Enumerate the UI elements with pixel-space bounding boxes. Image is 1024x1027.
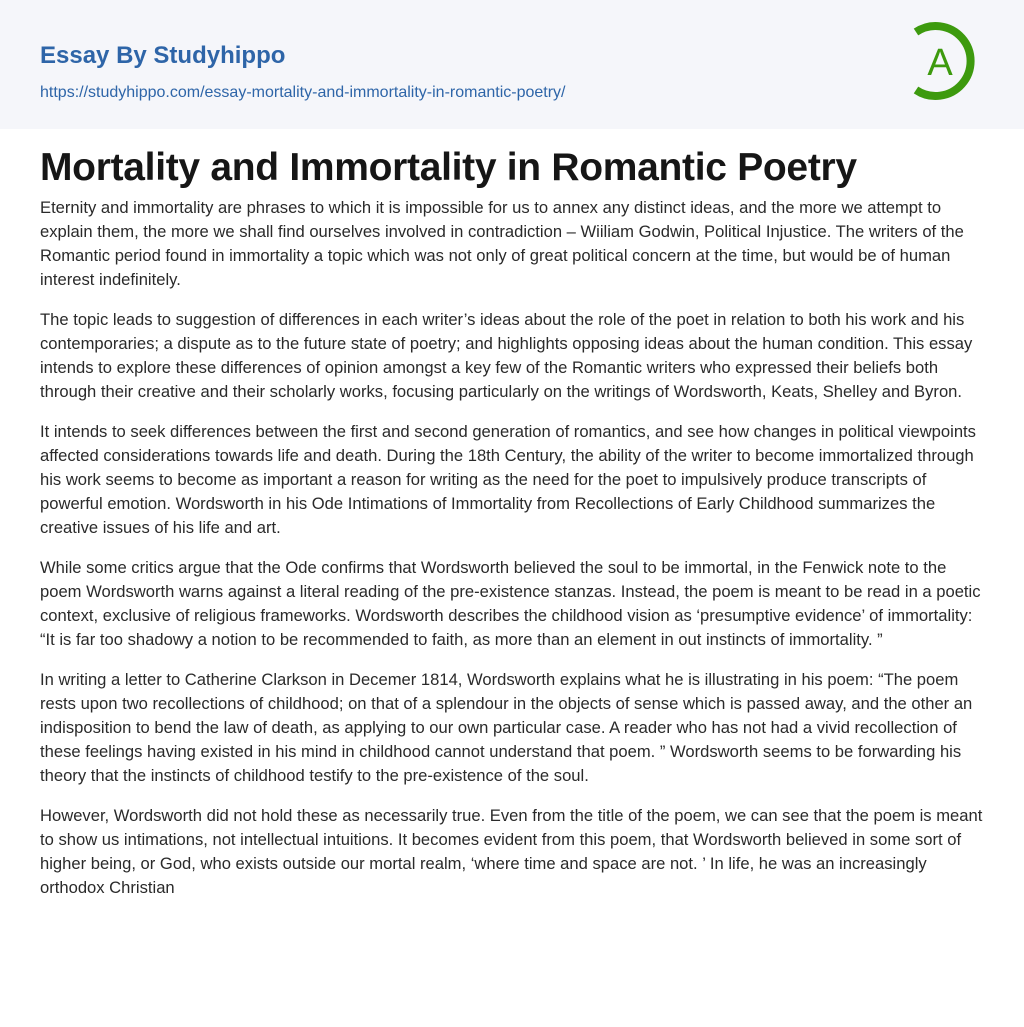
studyhippo-logo-icon — [912, 18, 986, 104]
essay-url-link[interactable]: https://studyhippo.com/essay-mortality-and-immortality-in-romantic-poetry/ — [40, 84, 566, 101]
paragraph: The topic leads to suggestion of differences in each writer’s ideas about the role of the poet in relation to both his work and his contemporaries; a dispute as to the future state of poetry; and highlights opposing ideas about the human condition. This essay intends to explore these differences of opinion amongst a key few of the Romantic writers who expressed their beliefs both through their creative and their scholarly works, focusing particularly on the writings of Wordsworth, Keats, Shelley and Byron. — [40, 310, 973, 401]
svg-text:A: A — [927, 42, 953, 84]
article-title: Mortality and Immortality in Romantic Poetry — [40, 146, 857, 189]
paragraph: It intends to seek differences between the first and second generation of romantics, and see how changes in political viewpoints affected considerations towards life and death. During the 18th Century, the ability of the writer to become immortalized through his work seems to become as important a reason for writing as the need for the poet to impulsively produce transcripts of powerful emotion. Wordsworth in his Ode Intimations of Immortality from Recollections of Early Childhood summarizes the creative issues of his life and art. — [40, 422, 976, 537]
article-body — [40, 196, 988, 916]
brand-title: Essay By Studyhippo — [40, 42, 286, 69]
paragraph: However, Wordsworth did not hold these as necessarily true. Even from the title of the poem, we can see that the poem is meant to show us intimations, not intellectual intuitions. It becomes evident from this poem, that Wordsworth believed in some sort of higher being, or God, who exists outside our mortal realm, ‘where time and space are not. ’ In life, he was an increasingly orthodox Christian — [40, 806, 983, 897]
paragraph: Eternity and immortality are phrases to which it is impossible for us to annex any distinct ideas, and the more we attempt to explain them, the more we shall find ourselves involved in contradiction – Wiiliam Godwin, Political Injustice. The writers of the Romantic period found in immortality a topic which was not only of great political concern at the time, but would be of human interest indefinitely. — [40, 198, 964, 289]
paragraph: While some critics argue that the Ode confirms that Wordsworth believed the soul to be immortal, in the Fenwick note to the poem Wordsworth warns against a literal reading of the pre-existence stanzas. Instead, the poem is meant to be read in a poetic context, exclusive of religious frameworks. Wordsworth describes the childhood vision as ‘presumptive evidence’ of immortality: “It is far too shadowy a notion to be recommended to faith, as more than an element in out instincts of immortality. ” — [40, 558, 981, 649]
paragraph: In writing a letter to Catherine Clarkson in Decemer 1814, Wordsworth explains what he is illustrating in his poem: “The poem rests upon two recollections of childhood; on that of a splendour in the objects of sense which is passed away, and the other an indisposition to bend the law of death, as applying to our own particular case. A reader who has not had a vivid recollection of these feelings having existed in his mind in childhood cannot understand that poem. ” Wordsworth seems to be forwarding his theory that the instincts of childhood testify to the pre-existence of the soul. — [40, 670, 973, 785]
